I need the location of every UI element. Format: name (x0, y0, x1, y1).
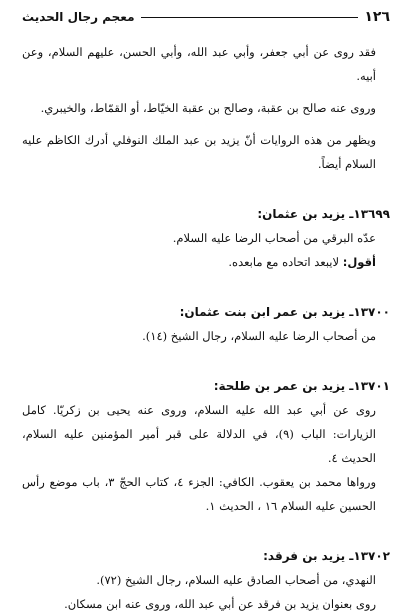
note-label: أقول: (342, 255, 376, 269)
running-title: معجم رجال الحديث (22, 10, 135, 24)
entry-13699 (22, 202, 390, 274)
spacer (22, 348, 390, 374)
entry-text: روى بعنوان يزيد بن فرقد عن أبي عبد الله، وروى عنه ابن مسكان. (64, 597, 376, 611)
page-body (22, 40, 390, 616)
entry-heading: ١٣٧٠٢ـ يزيد بن فرقد: (263, 549, 390, 563)
header-rule (141, 17, 359, 18)
entry-text: ورواها محمد بن يعقوب. الكافي: الجزء ٤، كتاب الحجّ ٣، باب موضع رأس الحسين عليه السلام ١٦ ، الحديث ١. (22, 475, 376, 513)
entry-heading: ١٣٧٠١ـ يزيد بن عمر بن طلحة: (213, 379, 390, 393)
page-header (22, 6, 390, 28)
spacer (22, 518, 390, 544)
entry-13700 (22, 300, 390, 348)
intro-paragraph-1: فقد روى عن أبي جعفر، وأبي عبد الله، وأبي الحسن، عليهم السلام، وعن أبيه. (22, 45, 376, 83)
entry-text: من أصحاب الرضا عليه السلام، رجال الشيخ (١٤). (142, 329, 376, 343)
entry-text: النهدي، من أصحاب الصادق عليه السلام، رجال الشيخ (٧٢). (96, 573, 376, 587)
spacer (22, 120, 390, 128)
entry-text: عدّه البرقي من أصحاب الرضا عليه السلام. (172, 231, 376, 245)
intro-paragraph-3: ويظهر من هذه الروايات أنّ يزيد بن عبد الملك النوفلي أدرك الكاظم عليه السلام أيضاً. (22, 133, 376, 171)
spacer (22, 176, 390, 202)
entry-13701 (22, 374, 390, 518)
entry-heading: ١٣٦٩٩ـ يزيد بن عثمان: (257, 207, 390, 221)
entry-text: روى عن أبي عبد الله عليه السلام، وروى عنه يحيى بن زكريّا. كامل الزيارات: الباب (٩)، في الدلالة على قبر أمير المؤمنين عليه السلام، الحديث ٤. (22, 403, 377, 465)
spacer (22, 274, 390, 300)
entry-13702 (22, 544, 390, 616)
entry-heading: ١٣٧٠٠ـ يزيد بن عمر ابن بنت عثمان: (179, 305, 390, 319)
entry-note (22, 250, 390, 274)
spacer (22, 88, 390, 96)
page-number: ١٢٦ (364, 9, 390, 25)
intro-paragraph-2: وروى عنه صالح بن عقبة، وصالح بن عقبة الخيّاط، أو القمّاط، والخيبري. (40, 101, 376, 115)
note-text: لايبعد اتحاده مع مابعده. (228, 255, 343, 269)
